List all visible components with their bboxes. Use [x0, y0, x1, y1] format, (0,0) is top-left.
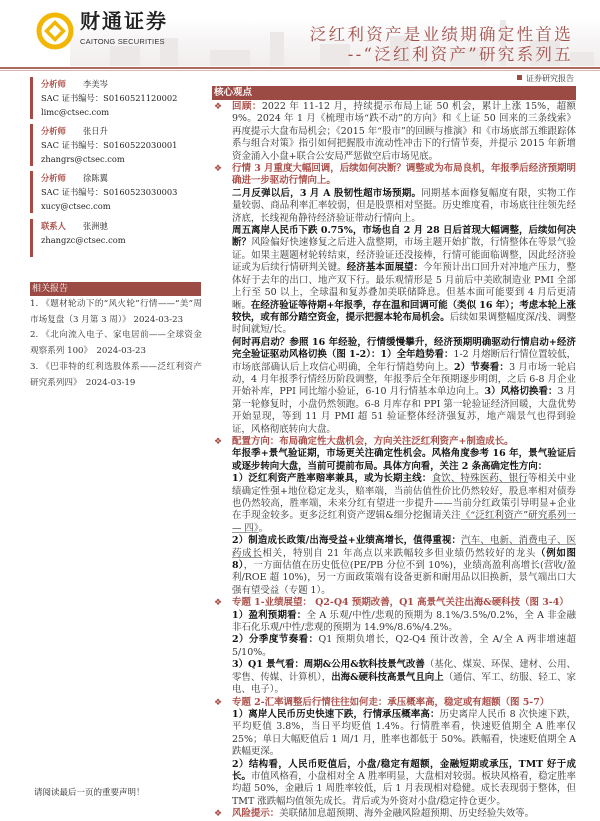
body-text: 后续如果调整幅度深/浅、调整时间就短/长。	[232, 311, 576, 336]
analyst-name: 李美岑	[83, 79, 108, 89]
bold-text: 2）结构看，人民币贬值后，小盘/稳定有超额，金融短期或承压，TMT 好于成长。	[232, 758, 576, 782]
analyst-card	[30, 77, 177, 119]
body-text: 市值风格看，小盘相对全 A 胜率明显，大盘相对较弱。板块风格看，稳定胜率均超 50%，金融后 1 周胜率较低，后 1 月表现相对稳健。成长表现弱于整体，但 TMT 涨跌幅均值领先成长。背后或为外资对小盘/稳定持仓更少。	[232, 770, 576, 807]
diamond-bullet-icon: ❖	[214, 102, 223, 112]
related-report-item[interactable]: 3. 《巴菲特的红利选股体系——泛红利资产研究系列四》 2024-03-19	[30, 361, 202, 388]
bullet-paragraph	[214, 808, 576, 820]
paragraph	[214, 448, 576, 473]
bold-text: 2）节奏看：	[454, 361, 510, 373]
bullet-paragraph	[214, 597, 576, 609]
bold-text: 年报季+景气验证期，市场更关注确定性机会。风格角度参考 16 年，景气验证后或逐步转向大盘，当前可提前布局。具体方向看，关注 2 条高确定性方向：	[232, 448, 576, 472]
report-link[interactable]: 汽车、电新、消费电子、医药成长	[232, 535, 576, 559]
paragraph	[214, 659, 576, 696]
paragraph	[214, 610, 576, 635]
body-text: 历史离岸人民币 8 次快速下跌，平均贬值 3.8%，当日平均贬值 1.4%。行情胜率看，快速贬值期全 A 胜率仅 25%；单日大幅贬值后 1 周/1 月，胜率也都低于 50%。跌幅看，快速贬值期全 A 跌幅更深。	[232, 708, 576, 758]
bold-text: （例如图 8）	[232, 547, 576, 572]
analyst-name: 张日升	[83, 126, 108, 136]
contact-card	[30, 219, 126, 257]
analyst-email[interactable]: limc@ctsec.com	[41, 107, 110, 117]
bullet-paragraph	[214, 101, 576, 163]
related-report-item[interactable]: 2. 《北向流入电子、家电居前——全球资金观察系列 100》 2024-03-23	[30, 330, 202, 357]
body-text: 3 月市场一轮启动，4 月年报季行情经历阶段调整，年报季后全年预期逐步明朗，之后 6-8 月企业开始补库，PPI 同比缩小验证，6-10 月行情基本单边向上。	[232, 361, 576, 398]
diamond-bullet-icon: ❖	[214, 809, 223, 820]
analyst-name: 徐陈翼	[83, 173, 108, 183]
bold-text: 二月反弹以后，3 月 A 股韧性超市场预期。	[232, 187, 422, 199]
section-heading-text: 风险提示：	[232, 808, 280, 820]
square-icon	[517, 75, 522, 80]
logo-chinese: 财通证券	[80, 9, 168, 33]
contact-email[interactable]: zhangzc@ctsec.com	[41, 235, 126, 245]
bold-text: 经济基本面展望：	[346, 262, 424, 274]
bold-text: 2）制造成长政策/出海受益+业绩高增长，值得重视：	[232, 535, 462, 547]
paragraph	[214, 634, 576, 659]
paragraph	[214, 535, 576, 597]
analyst-sac: SAC 证书编号：S0160521120002	[41, 93, 178, 103]
body-text: （通信、军工、纺服、轻工、家电、电子）。	[232, 671, 576, 696]
bold-text: 1）盈利预期看：	[232, 609, 307, 621]
analyst-email[interactable]: zhangrs@ctsec.com	[41, 154, 125, 164]
analyst-card	[30, 124, 177, 166]
bullet-paragraph	[214, 163, 576, 188]
bold-text: 3）风格切换看：	[484, 386, 558, 398]
analyst-role: 分析师	[41, 79, 66, 89]
report-type-label	[517, 74, 574, 84]
bold-text: 周五离岸人民币下跌 0.75%，市场也自 2 月 28 日后首现大幅调整，后续如何决断？	[232, 225, 576, 249]
footer-notice: 请阅读最后一页的重要声明！	[34, 788, 145, 798]
analyst-email[interactable]: xucy@ctsec.com	[41, 201, 111, 211]
bullet-paragraph	[214, 697, 576, 709]
diamond-bullet-icon: ❖	[214, 697, 223, 708]
bullet-paragraph	[214, 436, 576, 448]
body-text: 同期基本面修复幅度有限，实物工作量较弱、商品利率汇率较弱，但是股票相对坚挺。历史维度看，市场底往往领先经济底，长线视角静待经济验证带动行情向上。	[232, 187, 576, 224]
analyst-card	[30, 171, 177, 213]
body-text: Q1 预期负增长，Q2-Q4 预计改善，全 A/全 A 两非增速超 5/10%。	[232, 634, 576, 658]
related-reports-list	[30, 297, 202, 391]
bold-text: 3）Q1 景气看：周期&公用&软科技景气改善	[232, 659, 425, 671]
paragraph	[214, 473, 576, 535]
analyst-sac: SAC 证书编号：S0160522030001	[41, 140, 178, 150]
header-divider	[0, 67, 600, 69]
paragraph	[214, 709, 576, 759]
paragraph	[214, 337, 576, 436]
body-text: 2022 年 11-12 月，持续提示布局上证 50 机会，累计上涨 15%，超额 9%。2024 年 1 月《梳理市场“跌不动”的方向》和《上证 50 回来的三条线索》再度提示大盘布局机会；《2015 年“股市”的回顾与推演》和《市场底部五维跟踪体系与组合对策》指引如何把握股市流动性冲击下的行情节奏，并提示 2015 年新增资金涌入小盘+联合公安局严惩做空后市场见底。	[232, 101, 576, 162]
core-views-heading: 核心观点	[212, 86, 576, 100]
contact-name: 张洲驰	[83, 221, 108, 231]
body-text: （基化、煤炭、环保、建材、公用、零售、传媒、计算机），	[232, 659, 576, 683]
body-text: 相关，特别自 21 年高点以来跌幅较多但业绩仍然较好的龙头	[262, 547, 537, 559]
caitong-logo-icon	[36, 12, 74, 50]
body-text: 3 月第一轮修复时，小盘仍然领跑。6-8 月库存和 PPI 第一轮验证经济回暖，大盘优势开始显现，等到 11 月 PMI 超 51 验证整体经济强复苏，地产端景气也得到验证，风格彻底转向大盘。	[232, 386, 576, 435]
analyst-role: 分析师	[41, 126, 66, 136]
body-text: 美联储加息超预期、海外金融风险超预期、历史经验失效等。	[279, 808, 535, 820]
report-link[interactable]: 《“泛红利资产”研究系列一 — 四》	[232, 510, 576, 534]
body-text: 等相关中业绩确定性强+地位稳定龙头，赔率端，当前估值性价比仍然较好，股息率相对债券也仍然较高，胜率端，未来分红有望进一步提升——当前分红政策引导明显+企业在手现金较多。更多泛红利资产逻辑&细分挖掘请关注	[232, 473, 576, 522]
contact-role: 联系人	[41, 221, 66, 231]
diamond-bullet-icon: ❖	[214, 164, 223, 175]
logo-english: CAITONG SECURITIES	[80, 37, 165, 46]
bold-text: 何时再启动？参照 16 年经验，行情缓慢攀升，经济预期明确驱动行情启动+经济完全验证驱动风格切换（图 1-2）：1）全年趋势看：	[232, 336, 576, 361]
bold-text: 出海&硬科技高景气且向上	[331, 671, 444, 683]
header-divider-thin	[0, 70, 600, 71]
bold-text: 1）泛红利资产胜率赔率兼具，或为长期主线：	[232, 473, 432, 485]
diamond-bullet-icon: ❖	[214, 598, 223, 609]
report-subtitle: --“泛红利资产”研究系列五	[347, 45, 573, 64]
bold-text: 在经济验证等待期+年报季，存在温和回调可能（类似 16 年）；考虑本轮上涨较快，或有部分踏空资金，提示把握本轮布局机会。	[232, 299, 576, 323]
body-text: 风险偏好快速修复之后进入盘整期，市场主题开始扩散，行情整体在等景气验证。如果主题题材轮转结束，经济验证还没接棒，行情可能面临调整，因此经济验证或为后续行情研判关键。	[232, 237, 576, 274]
analyst-sac: SAC 证书编号：S0160523030003	[41, 187, 178, 197]
related-reports-heading: 相关报告	[30, 282, 201, 296]
body-text: 全 A 乐观/中性/悲观的预期为 8.1%/3.5%/0.2%，全 A 非金融非石化乐观/中性/悲观的预期为 14.9%/8.6%/4.2%。	[232, 609, 576, 634]
related-report-item[interactable]: 1. 《题材轮动下的“风火轮”行情——“美”周市场复盘（3 月第 3 周）》 2024-03-23	[30, 299, 202, 325]
analyst-role: 分析师	[41, 173, 66, 183]
section-heading-text: 回顾：	[232, 101, 262, 112]
report-link[interactable]: 食饮、特殊医药、银行	[431, 473, 528, 485]
core-views-body	[214, 101, 576, 821]
section-heading-text: 配置方向：布局确定性大盘机会，方向关注泛红利资产+制造成长。	[232, 435, 514, 447]
diamond-bullet-icon: ❖	[214, 436, 223, 447]
report-title: 泛红利资产是业绩期确定性首选	[309, 25, 573, 44]
paragraph	[214, 188, 576, 225]
section-heading-text: 专题 1-业绩展望： Q2-Q4 预期改善，Q1 高景气关注出海&硬科技（图 3-4）	[232, 597, 569, 609]
body-text: 今年预计出口回升对冲地产压力，整体好于去年的出口、地产双下行。最乐观情形是 5 月前后中美欧制造业 PMI 全部上行至 50 以上，全球温和复苏叠加美联储降息。但基本面可能要到 4 月后更清晰。	[232, 262, 576, 311]
bold-text: 1）离岸人民币历史快速下跌，行情承压概率高：	[232, 708, 440, 720]
section-heading-text: 行情 3 月重度大幅回调，后续如何决断？调整或为布局良机，年报季后经济预期明确进一步驱动行情向上。	[232, 163, 576, 187]
paragraph	[214, 759, 576, 809]
body-text: 。	[258, 522, 269, 534]
report-type-text: 证券研究报告	[526, 74, 574, 83]
section-heading-text: 专题 2-汇率调整后行情往往如何走：承压概率高，稳定或有超额（图 5-7）	[232, 696, 550, 708]
paragraph	[214, 225, 576, 337]
bold-text: 2）分季度节奏看：	[232, 634, 319, 646]
body-text: 1-2 月熔断后行情位置较低，市场底部确认后上攻信心明确，全年行情趋势向上。	[232, 349, 577, 373]
body-text: ，一方面估值在历史低位(PE/PB 分位不到 10%)，业绩高盈利高增长(营收/盈利/ROE 超 10%)，另一方面政策端有设备更新和耐用品以旧换新，景气端出口大强有望受益（专题 1）。	[232, 560, 576, 596]
